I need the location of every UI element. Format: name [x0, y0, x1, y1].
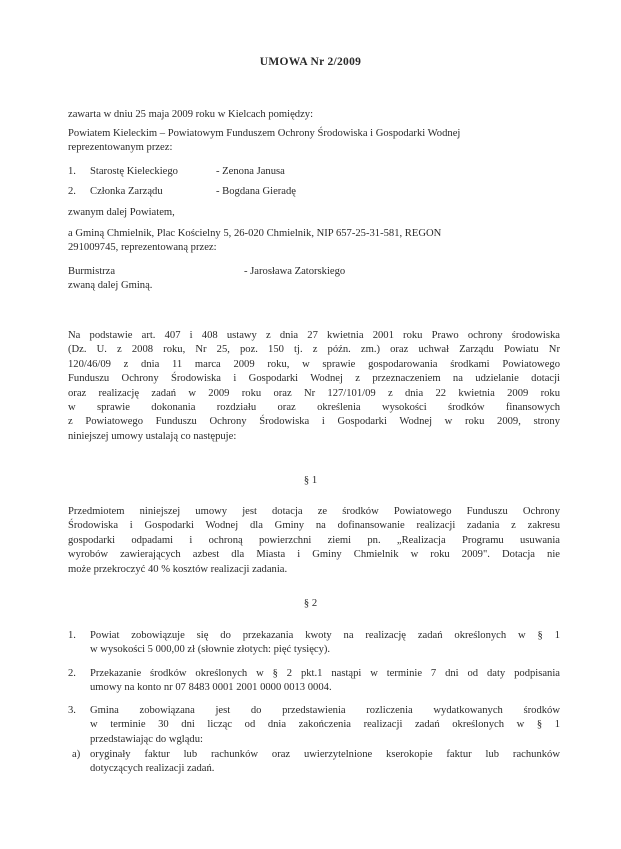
sub-a-label: a) [72, 749, 81, 760]
section-1-line: wyrobów zawierających azbest dla Miasta i Gminy Chmielnik w roku 2009". Dotacja nie [68, 549, 560, 561]
rep2-number: 2. [68, 186, 76, 197]
party1-line-2: reprezentowanym przez: [68, 142, 173, 153]
item1-number: 1. [68, 630, 76, 641]
item2-number: 2. [68, 668, 76, 679]
party1-line-1: Powiatem Kieleckim – Powiatowym Funduszem Ochrony Środowiska i Gospodarki Wodnej [68, 128, 461, 139]
basis-line: w sprawie dokonania rozdziału oraz określenia wysokości środków finansowych [68, 402, 560, 414]
basis-line: (Dz. U. z 2008 roku, Nr 25, poz. 150 tj. z późn. zm.) oraz uchwał Zarządu Powiatu Nr [68, 344, 560, 356]
sub-a-line: dotyczących realizacji zadań. [90, 763, 215, 775]
basis-line: Na podstawie art. 407 i 408 ustawy z dnia 27 kwietnia 2001 roku Prawo ochrony środowiska [68, 330, 560, 341]
basis-line: 120/46/09 z dnia 11 marca 2009 roku, w sprawie gospodarowania środkami Powiatowego [68, 358, 560, 370]
basis-line: oraz realizację zadań w 2009 roku oraz Nr 127/101/09 z dnia 22 kwietnia 2009 roku [68, 387, 560, 399]
item3-line: Gmina zobowiązana jest do przedstawienia rozliczenia wydatkowanych środków [90, 705, 560, 716]
rep2-role: Członka Zarządu [90, 186, 163, 197]
party2-alias: zwaną dalej Gminą. [68, 280, 153, 291]
section-1-heading: § 1 [303, 475, 318, 486]
party2-line-2: 291009745, reprezentowaną przez: [68, 242, 217, 253]
item3-number: 3. [68, 705, 76, 716]
basis-line: niniejszej umowy ustalają co następuje: [68, 430, 237, 442]
rep3-role: Burmistrza [68, 266, 116, 277]
item3-line: w terminie 30 dni licząc od dnia zakończenia realizacji zadań określonych w § 1 [90, 719, 560, 731]
party1-alias: zwanym dalej Powiatem, [68, 207, 175, 218]
section-1-line: gospodarki odpadami i ochroną powierzchni ziemi pn. „Realizacja Programu usuwania [68, 534, 560, 546]
rep1-name: - Zenona Janusa [216, 166, 285, 177]
rep3-name: - Jarosława Zatorskiego [244, 266, 346, 277]
item3-line: przedstawiając do wglądu: [90, 733, 203, 745]
sub-a-text [90, 748, 560, 777]
section-1-line: Przedmiotem niniejszej umowy jest dotacja ze środków Powiatowego Funduszu Ochrony [68, 506, 560, 517]
basis-line: z Powiatowego Funduszu Ochrony Środowiska i Gospodarki Wodnej w roku 2009, strony [68, 416, 560, 428]
item3-text [90, 704, 560, 747]
document-title: UMOWA Nr 2/2009 [259, 56, 362, 68]
section-2-heading: § 2 [303, 598, 318, 609]
item2-line: Przekazanie środków określonych w § 2 pkt.1 nastąpi w terminie 7 dni od daty podpisania [90, 668, 560, 679]
section-1-line: Środowiska i Gospodarki Wodnej dla Gminy na dofinansowanie realizacji zadania z zakresu [68, 520, 560, 532]
section-1-paragraph [68, 505, 560, 577]
rep1-role: Starostę Kieleckiego [90, 166, 178, 177]
sub-a-line: oryginały faktur lub rachunków oraz uwierzytelnione kserokopie faktur lub rachunków [90, 749, 560, 760]
item2-text [90, 667, 560, 696]
basis-line: Funduszu Ochrony Środowiska i Gospodarki Wodnej z przeznaczeniem na udzielanie dotacji [68, 373, 560, 385]
item2-line: umowy na konto nr 07 8483 0001 2001 0000 0013 0004. [90, 682, 332, 694]
rep2-name: - Bogdana Gieradę [216, 186, 297, 197]
intro-line: zawarta w dniu 25 maja 2009 roku w Kielcach pomiędzy: [68, 109, 314, 120]
rep1-number: 1. [68, 166, 76, 177]
item1-text [90, 629, 560, 658]
basis-paragraph [68, 329, 560, 444]
item1-line: w wysokości 5 000,00 zł (słownie złotych: pięć tysięcy). [90, 644, 331, 656]
party2-line-1: a Gminą Chmielnik, Plac Kościelny 5, 26-020 Chmielnik, NIP 657-25-31-581, REGON [68, 228, 442, 239]
section-1-line: może przekroczyć 40 % kosztów realizacji zadania. [68, 563, 288, 575]
item1-line: Powiat zobowiązuje się do przekazania kwoty na realizację zadań określonych w § 1 [90, 630, 560, 641]
